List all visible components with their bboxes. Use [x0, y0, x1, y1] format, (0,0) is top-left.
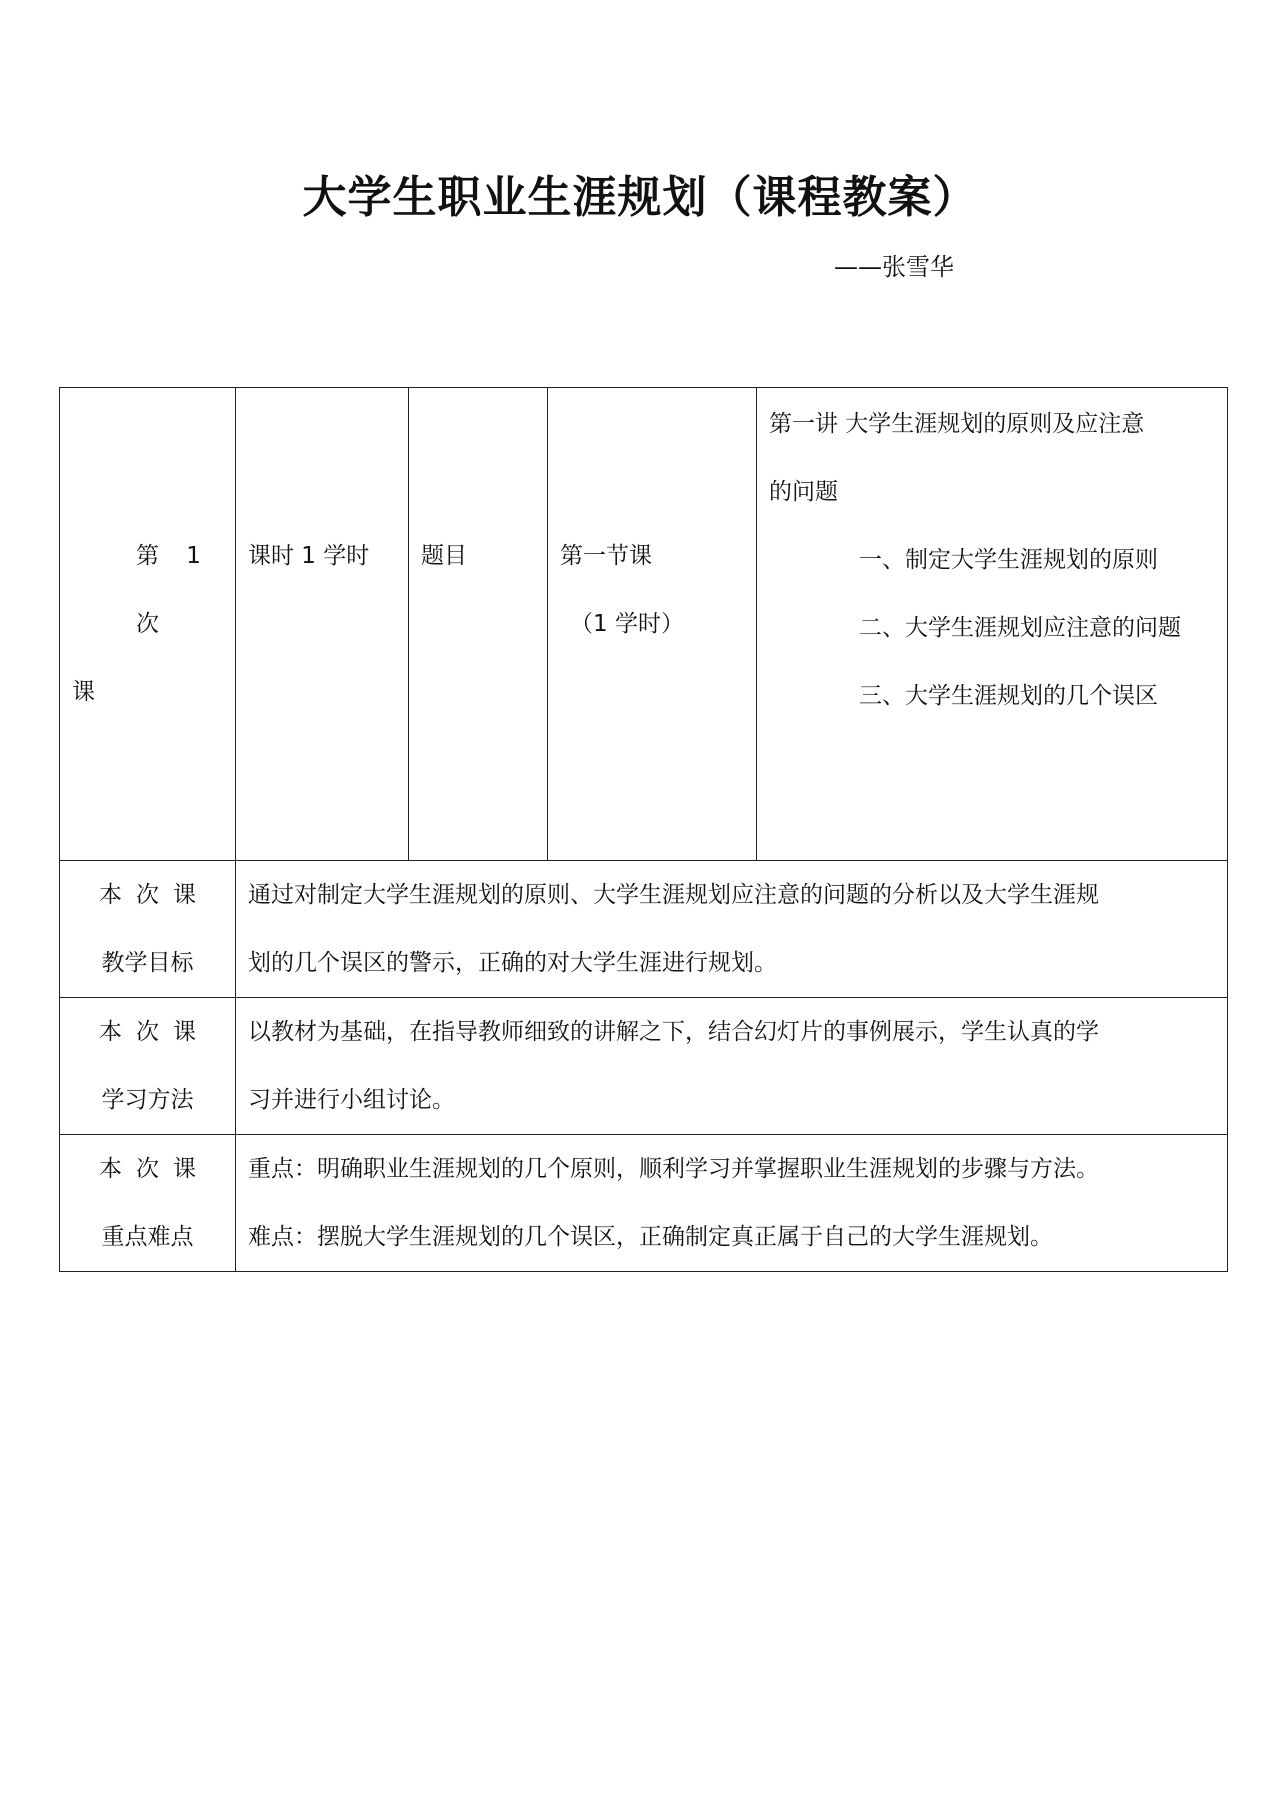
session-line2: （1 学时）	[570, 611, 684, 637]
objective-content-line2: 划的几个误区的警示，正确的对大学生涯进行规划。	[248, 950, 777, 976]
table-row-method	[60, 998, 1228, 1135]
table-row-keypoints	[60, 1135, 1228, 1272]
topic-item: 二、大学生涯规划应注意的问题	[859, 615, 1181, 641]
keypoints-content-line2: 难点：摆脱大学生涯规划的几个误区，正确制定真正属于自己的大学生涯规划。	[248, 1224, 1053, 1250]
objective-content-line1: 通过对制定大学生涯规划的原则、大学生涯规划应注意的问题的分析以及大学生涯规	[248, 882, 1099, 908]
class-hours-cell	[236, 388, 409, 861]
topic-label-text: 题目	[421, 543, 467, 569]
lesson-plan-table	[59, 387, 1228, 1272]
objective-label-line2: 教学目标	[101, 950, 194, 976]
session-cell	[548, 388, 757, 861]
method-content-line2: 习并进行小组讨论。	[248, 1087, 455, 1113]
author-line: ——张雪华	[834, 253, 954, 281]
keypoints-label-line2: 重点难点	[101, 1224, 194, 1250]
method-content-cell	[236, 998, 1228, 1135]
topic-item: 三、大学生涯规划的几个误区	[859, 683, 1158, 709]
topic-heading-line2: 的问题	[769, 479, 838, 505]
method-label-line2: 学习方法	[101, 1087, 194, 1113]
topic-label-cell	[409, 388, 548, 861]
keypoints-content-cell	[236, 1135, 1228, 1272]
topic-item: 一、制定大学生涯规划的原则	[859, 547, 1158, 573]
objective-content-cell	[236, 861, 1228, 998]
table-row-lesson	[60, 388, 1228, 861]
table-row-objective	[60, 861, 1228, 998]
keypoints-content-line1: 重点：明确职业生涯规划的几个原则，顺利学习并掌握职业生涯规划的步骤与方法。	[248, 1156, 1099, 1182]
keypoints-label-cell	[60, 1135, 236, 1272]
topic-heading-line1: 第一讲 大学生涯规划的原则及应注意	[769, 411, 1145, 437]
keypoints-label-line1: 本次课	[99, 1156, 210, 1182]
method-content-line1: 以教材为基础，在指导教师细致的讲解之下，结合幻灯片的事例展示，学生认真的学	[248, 1019, 1099, 1045]
topic-content-cell	[757, 388, 1228, 861]
method-label-cell	[60, 998, 236, 1135]
objective-label-line1: 本次课	[99, 882, 210, 908]
document-title: 大学生职业生涯规划（课程教案）	[302, 172, 978, 223]
class-hours-text: 课时 1 学时	[248, 543, 370, 569]
session-line1: 第一节课	[560, 543, 652, 569]
lesson-number-cell	[60, 388, 236, 861]
objective-label-cell	[60, 861, 236, 998]
method-label-line1: 本次课	[99, 1019, 210, 1045]
lesson-number-line2: 课	[72, 679, 95, 705]
lesson-number-line1: 第 1 次	[136, 543, 211, 637]
